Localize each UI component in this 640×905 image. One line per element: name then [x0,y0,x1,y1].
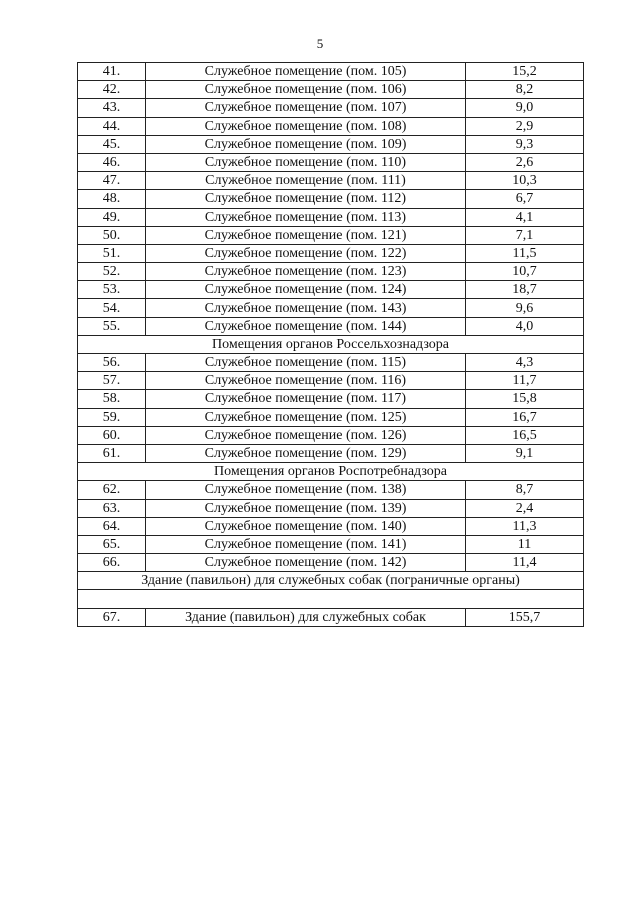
row-number: 65. [78,535,146,553]
room-name: Служебное помещение (пом. 111) [146,172,466,190]
section-heading-row [78,463,584,481]
room-name: Служебное помещение (пом. 105) [146,63,466,81]
room-area: 9,0 [466,99,584,117]
room-name: Служебное помещение (пом. 121) [146,226,466,244]
room-area: 9,6 [466,299,584,317]
room-area: 16,7 [466,408,584,426]
room-area: 9,1 [466,444,584,462]
room-name: Служебное помещение (пом. 143) [146,299,466,317]
row-number: 56. [78,354,146,372]
room-area: 8,7 [466,481,584,499]
row-number: 52. [78,263,146,281]
room-area: 16,5 [466,426,584,444]
row-number: 53. [78,281,146,299]
row-number: 47. [78,172,146,190]
room-name: Служебное помещение (пом. 140) [146,517,466,535]
table-row [78,81,584,99]
room-area: 11,3 [466,517,584,535]
premises-table [77,62,584,627]
table-row [78,117,584,135]
room-name: Здание (павильон) для служебных собак [146,608,466,626]
page-number: 5 [316,36,324,51]
room-area: 11 [466,535,584,553]
row-number: 55. [78,317,146,335]
row-number: 50. [78,226,146,244]
row-number: 59. [78,408,146,426]
row-number: 51. [78,244,146,262]
table-row [78,208,584,226]
room-area: 7,1 [466,226,584,244]
row-number: 62. [78,481,146,499]
room-name: Служебное помещение (пом. 122) [146,244,466,262]
room-area: 8,2 [466,81,584,99]
room-name: Служебное помещение (пом. 107) [146,99,466,117]
room-name: Служебное помещение (пом. 109) [146,135,466,153]
table-row [78,444,584,462]
table-row [78,408,584,426]
row-number: 61. [78,444,146,462]
row-number: 58. [78,390,146,408]
room-area: 11,7 [466,372,584,390]
room-name: Служебное помещение (пом. 142) [146,554,466,572]
room-name: Служебное помещение (пом. 123) [146,263,466,281]
row-number: 63. [78,499,146,517]
room-name: Служебное помещение (пом. 124) [146,281,466,299]
table-row [78,481,584,499]
room-name: Служебное помещение (пом. 113) [146,208,466,226]
room-name: Служебное помещение (пом. 129) [146,444,466,462]
table-row [78,244,584,262]
room-area: 4,0 [466,317,584,335]
table-row [78,172,584,190]
row-number: 66. [78,554,146,572]
room-area: 4,1 [466,208,584,226]
room-area: 15,8 [466,390,584,408]
room-area: 9,3 [466,135,584,153]
table-row [78,281,584,299]
table-row [78,372,584,390]
section-heading-row [78,335,584,353]
room-name: Служебное помещение (пом. 116) [146,372,466,390]
table-row [78,499,584,517]
room-name: Служебное помещение (пом. 115) [146,354,466,372]
row-number: 54. [78,299,146,317]
row-number: 44. [78,117,146,135]
room-name: Служебное помещение (пом. 106) [146,81,466,99]
row-number: 43. [78,99,146,117]
room-area: 10,7 [466,263,584,281]
table-row [78,190,584,208]
room-area: 2,6 [466,153,584,171]
room-area: 2,4 [466,499,584,517]
table-row [78,63,584,81]
table-row [78,390,584,408]
table-row [78,135,584,153]
room-name: Служебное помещение (пом. 138) [146,481,466,499]
row-number: 49. [78,208,146,226]
row-number: 46. [78,153,146,171]
section-heading: Помещения органов Роспотребнадзора [78,463,584,481]
section-heading: Помещения органов Россельхознадзора [78,335,584,353]
row-number: 45. [78,135,146,153]
room-area: 18,7 [466,281,584,299]
row-number: 41. [78,63,146,81]
room-name: Служебное помещение (пом. 110) [146,153,466,171]
room-name: Служебное помещение (пом. 112) [146,190,466,208]
room-area: 155,7 [466,608,584,626]
room-name: Служебное помещение (пом. 108) [146,117,466,135]
table-row [78,299,584,317]
room-name: Служебное помещение (пом. 139) [146,499,466,517]
row-number: 48. [78,190,146,208]
table-row [78,317,584,335]
room-name: Служебное помещение (пом. 117) [146,390,466,408]
room-name: Служебное помещение (пом. 144) [146,317,466,335]
table-row [78,426,584,444]
room-area: 6,7 [466,190,584,208]
table-row [78,354,584,372]
room-area: 11,5 [466,244,584,262]
row-number: 60. [78,426,146,444]
room-name: Служебное помещение (пом. 126) [146,426,466,444]
row-number: 67. [78,608,146,626]
room-name: Служебное помещение (пом. 141) [146,535,466,553]
room-name: Служебное помещение (пом. 125) [146,408,466,426]
table-row [78,554,584,572]
row-number: 42. [78,81,146,99]
table-row [78,517,584,535]
room-area: 11,4 [466,554,584,572]
table-row [78,608,584,626]
room-area: 15,2 [466,63,584,81]
table-row [78,226,584,244]
room-area: 4,3 [466,354,584,372]
table-row [78,153,584,171]
section-heading-row [78,572,584,590]
empty-spacer-row [78,590,584,608]
room-area: 2,9 [466,117,584,135]
premises-table-body [78,63,584,627]
table-row [78,535,584,553]
row-number: 57. [78,372,146,390]
room-area: 10,3 [466,172,584,190]
section-heading: Здание (павильон) для служебных собак (пограничные органы) [78,572,584,590]
table-row [78,263,584,281]
row-number: 64. [78,517,146,535]
table-row [78,99,584,117]
empty-cell [78,590,584,608]
